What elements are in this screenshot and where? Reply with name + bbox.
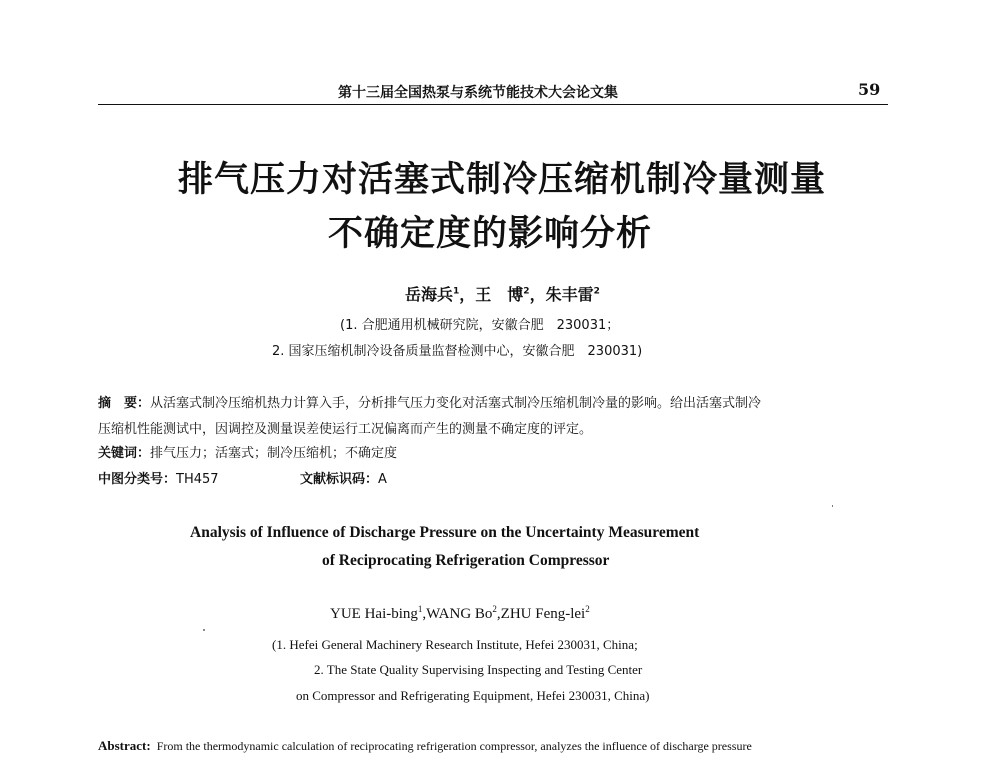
page-number: 59	[858, 80, 881, 99]
classification-label: 中图分类号：	[98, 472, 177, 487]
author-en-3-affil-mark: 2	[585, 604, 590, 614]
keywords-value: 排气压力；活塞式；制冷压缩机；不确定度	[150, 446, 398, 461]
author-cn-1: 岳海兵	[405, 285, 454, 304]
authors-en	[330, 606, 590, 623]
affiliation-en-2: 2. The State Quality Supervising Inspecting and Testing Center	[314, 662, 643, 677]
title-en-line1: Analysis of Influence of Discharge Pressure on the Uncertainty Measurement	[190, 524, 700, 541]
author-cn-3: ，朱丰雷	[529, 285, 594, 304]
running-header-title: 第十三届全国热泵与系统节能技术大会论文集	[338, 85, 618, 101]
classification	[98, 468, 219, 487]
keywords-label: 关键词：	[98, 446, 151, 461]
header-rule	[98, 104, 888, 105]
affiliation-cn-2: 2. 国家压缩机制冷设备质量监督检测中心，安徽合肥 230031)	[272, 344, 643, 359]
author-cn-1-affil-mark: 1	[453, 286, 460, 297]
abstract-cn-text-1: 从活塞式制冷压缩机热力计算入手，分析排气压力变化对活塞式制冷压缩机制冷量的影响。给出活塞式制冷	[150, 396, 762, 411]
author-cn-3-affil-mark: 2	[593, 286, 600, 297]
abstract-cn-line2: 压缩机性能测试中，因调控及测量误差使运行工况偏离而产生的测量不确定度的评定。	[98, 422, 593, 437]
document-code-value: A	[378, 472, 387, 487]
document-code	[300, 468, 387, 487]
affiliation-cn-1: (1. 合肥通用机械研究院，安徽合肥 230031；	[340, 318, 620, 333]
author-en-1: YUE Hai-bing	[330, 606, 418, 622]
abstract-cn-line1	[98, 392, 761, 411]
author-cn-2-affil-mark: 2	[523, 286, 530, 297]
title-cn-line2: 不确定度的影响分析	[328, 213, 653, 254]
abstract-en	[98, 738, 752, 754]
author-en-1-affil-mark: 1	[417, 604, 423, 614]
affiliation-en-3: on Compressor and Refrigerating Equipment, Hefei 230031, China)	[296, 688, 650, 703]
scan-speck	[832, 505, 833, 507]
title-cn-line1: 排气压力对活塞式制冷压缩机制冷量测量	[178, 159, 827, 200]
author-en-3: ,ZHU Feng-lei	[496, 606, 586, 622]
classification-value: TH457	[176, 472, 219, 487]
abstract-en-label: Abstract:	[98, 738, 151, 753]
abstract-cn-label: 摘 要：	[98, 396, 151, 411]
author-cn-2: ，王 博	[459, 285, 524, 304]
affiliation-en-1: (1. Hefei General Machinery Research Institute, Hefei 230031, China;	[272, 637, 638, 652]
authors-cn	[405, 282, 600, 305]
author-en-2-affil-mark: 2	[492, 604, 497, 614]
title-en-line2: of Reciprocating Refrigeration Compressor	[322, 552, 610, 569]
document-code-label: 文献标识码：	[300, 472, 379, 487]
scan-speck	[203, 629, 205, 631]
author-en-2: ,WANG Bo	[422, 606, 493, 622]
keywords	[98, 442, 397, 461]
abstract-en-text: From the thermodynamic calculation of reciprocating refrigeration compressor, analyzes the influence of discharge pressure	[156, 739, 752, 753]
